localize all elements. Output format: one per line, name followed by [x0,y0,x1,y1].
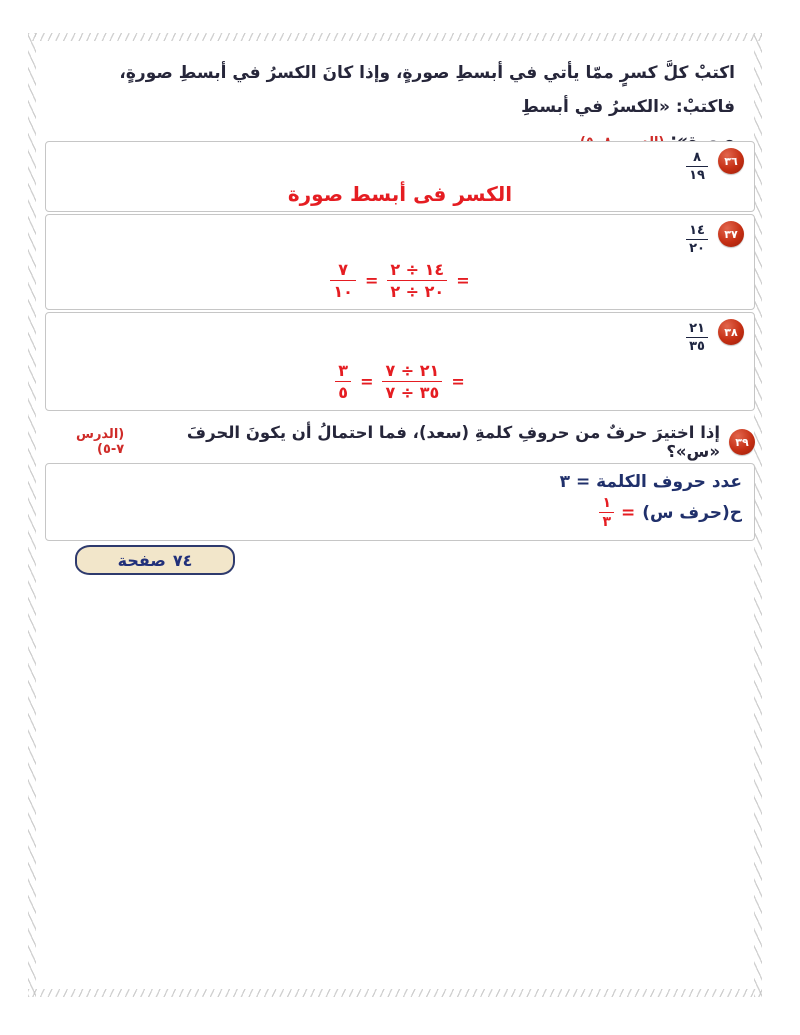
division-fraction [387,260,447,301]
fraction-denominator: ٣ [602,514,611,530]
instructions-line1: اكتبْ كلَّ كسرٍ ممّا يأتي في أبسطِ صورةٍ، وإذا كانَ الكسرُ في أبسطِ صورةٍ، فاكتبْ: «الكسرُ في أبسطِ [119,63,735,117]
division-fraction [382,361,442,402]
fraction-numerator: ١٤ [686,223,708,240]
problem-39-answer-box [45,463,755,541]
equals-sign: = [360,372,374,391]
problem-38-header [686,319,744,354]
fraction-numerator: ٢١ [686,321,708,338]
border-pattern-right [754,33,762,997]
question-text: إذا اختيرَ حرفٌ من حروفِ كلمةِ (سعد)، فما احتمالُ أن يكونَ الحرفَ «س»؟ [186,423,720,461]
fraction-denominator: ٥ [338,383,349,402]
fraction-denominator: ٢٠ [689,241,705,256]
border-pattern-bottom [28,989,762,997]
problem-38-fraction [686,321,708,354]
fraction-numerator: ٢١ ÷ ٧ [382,361,442,382]
problem-box-36 [45,141,755,212]
page-tab-number: ٧٤ [172,550,193,570]
fraction-denominator: ١٠ [333,282,353,301]
probability-fraction [599,495,614,530]
border-pattern-top [28,33,762,41]
problem-36-fraction [686,150,708,183]
problem-number-badge: ٣٧ [718,221,744,247]
problem-number-badge: ٣٦ [718,148,744,174]
fraction-numerator: ١٤ ÷ ٢ [387,260,447,281]
equals-sign: = [621,502,636,523]
equals-sign: = [364,271,379,290]
problem-37-header [686,221,744,256]
fraction-numerator: ٧ [330,260,356,281]
handwritten-answer: الكسر فى أبسط صورة [287,182,513,206]
problem-36-header [686,148,744,183]
page-number-tab [75,545,235,575]
handwritten-work [46,260,754,301]
problem-box-38 [45,312,755,411]
problem-39-question [45,423,755,461]
problem-number-badge: ٣٨ [718,319,744,345]
fraction-denominator: ٣٥ ÷ ٧ [385,383,440,402]
page-tab-word: صفحة [117,550,166,570]
result-fraction [335,361,351,402]
problem-boxes [45,141,755,413]
fraction-denominator: ٣٥ [689,339,705,354]
probability-label: ح(حرف س) [642,502,742,523]
handwritten-work [46,361,754,402]
lesson-reference: (الدرس ٧-٥) [76,427,125,457]
border-pattern-left [28,33,36,997]
fraction-denominator: ١٩ [689,168,705,183]
equals-sign: = [451,372,465,391]
equals-sign: = [456,271,470,290]
fraction-numerator: ١ [599,495,614,513]
fraction-numerator: ٨ [686,150,708,167]
fraction-denominator: ٢٠ ÷ ٢ [390,282,445,301]
result-fraction [330,260,356,301]
answer-line1: عدد حروف الكلمة = ٣ [559,472,742,492]
answer-line2 [58,495,742,530]
problem-box-37 [45,214,755,310]
fraction-numerator: ٣ [335,361,351,382]
problem-37-fraction [686,223,708,256]
problem-number-badge: ٣٩ [729,429,755,455]
